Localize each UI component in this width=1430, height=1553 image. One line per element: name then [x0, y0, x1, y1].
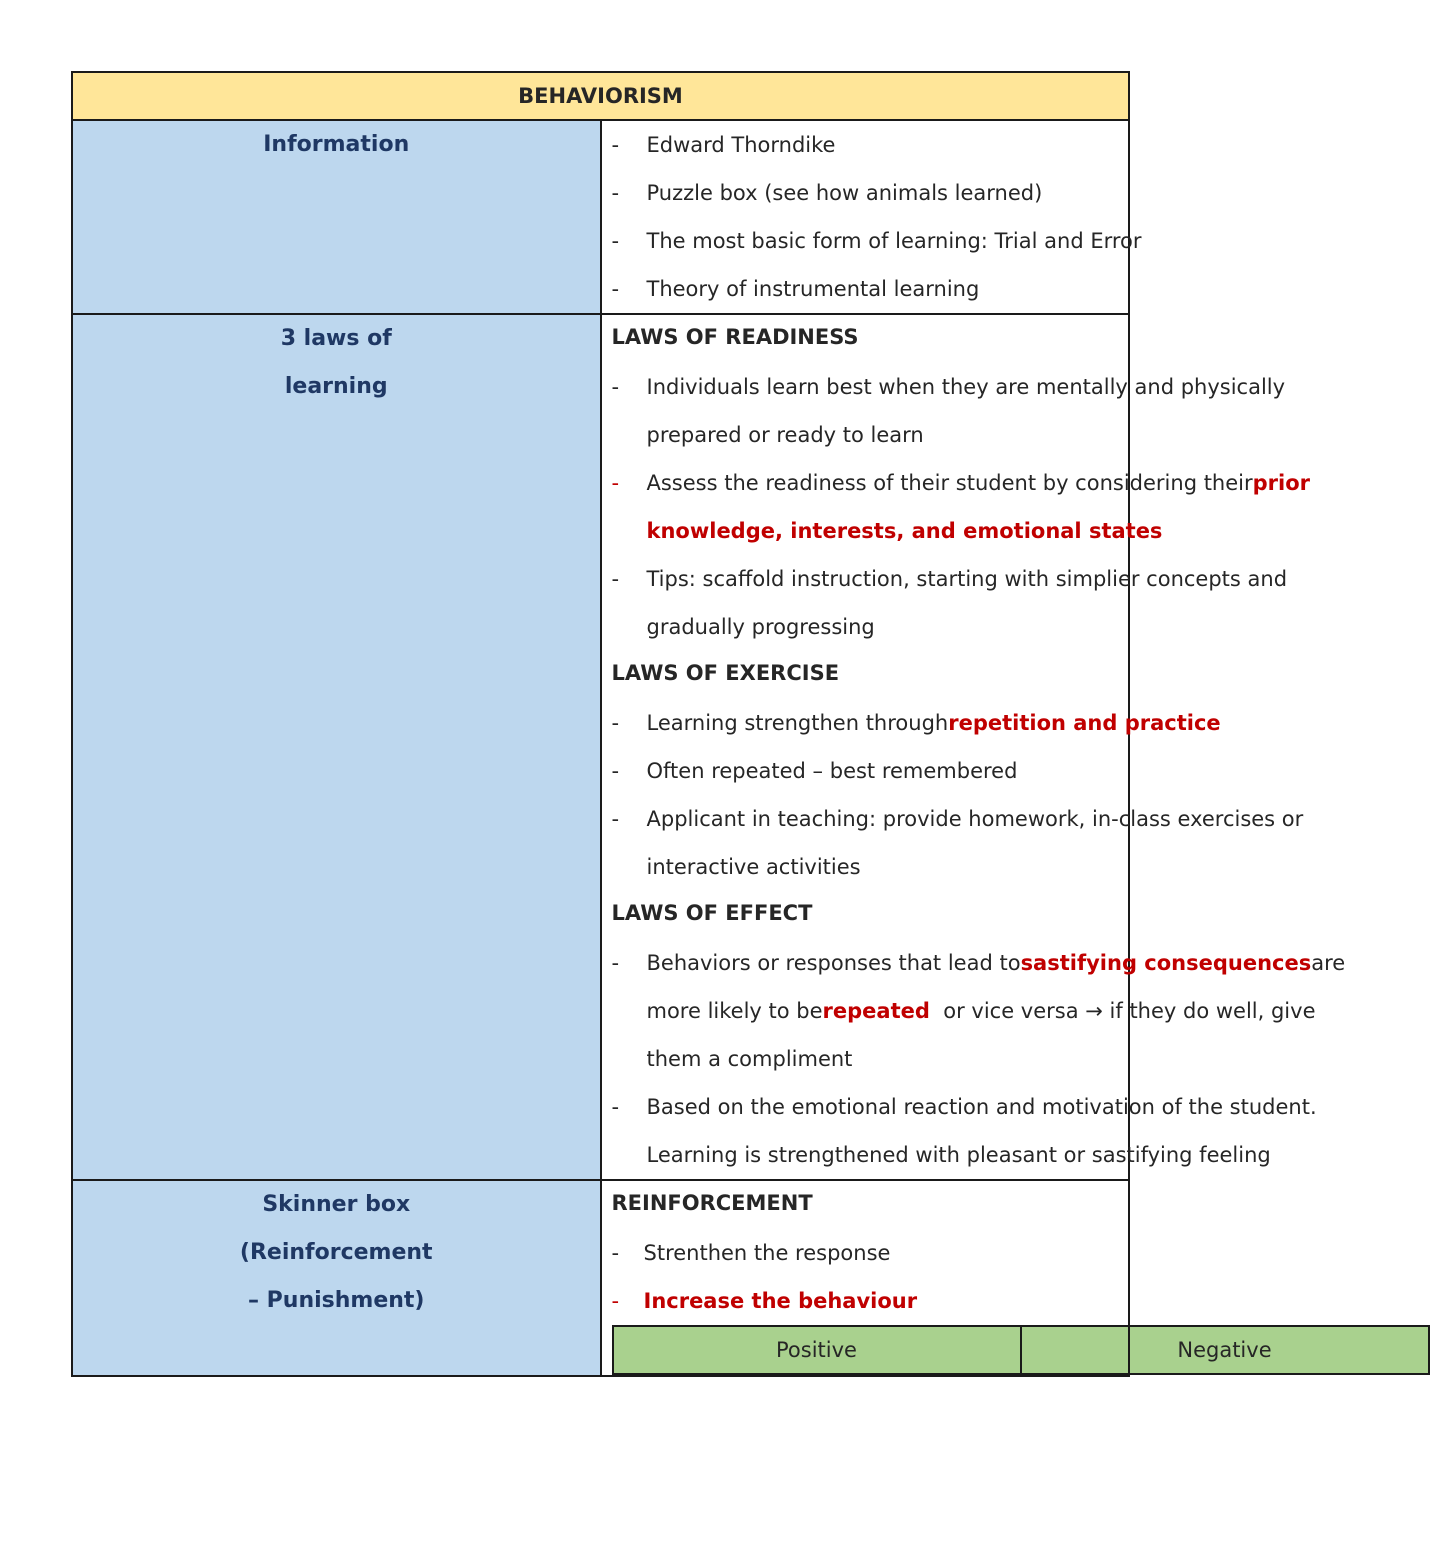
list-item: - Puzzle box (see how animals learned)	[611, 181, 1043, 205]
highlight: sastifying consequences	[1020, 951, 1312, 975]
highlight: knowledge, interests, and emotional states	[646, 519, 1163, 543]
positive-cell: Positive	[613, 1326, 1021, 1374]
list-item: - Applicant in teaching: provide homework, in-class exercises or	[611, 807, 1304, 831]
effect-heading: LAWS OF EFFECT	[611, 901, 813, 925]
reinforcement-heading: REINFORCEMENT	[611, 1191, 813, 1215]
list-item: - Individuals learn best when they are mentally and physically	[611, 375, 1286, 399]
laws-content	[601, 314, 1346, 1180]
list-item: - Edward Thorndike	[611, 133, 836, 157]
list-item-continuation	[612, 507, 1163, 555]
list-item: - Based on the emotional reaction and motivation of the student.	[611, 1095, 1317, 1119]
laws-label-cell	[72, 314, 601, 1180]
highlight: repetition and practice	[948, 711, 1221, 735]
highlight: prior	[1252, 471, 1311, 495]
list-item-continuation: them a compliment	[646, 1047, 853, 1071]
list-item-continuation: interactive activities	[646, 855, 861, 879]
negative-cell: Negative	[1021, 1326, 1429, 1374]
reinforcement-type-table	[612, 1325, 1430, 1375]
highlight: Increase the behaviour	[643, 1289, 918, 1313]
skinner-row	[72, 1180, 1129, 1376]
skinner-label-line: Skinner box	[262, 1192, 411, 1217]
information-row	[72, 120, 1129, 314]
skinner-content	[601, 1180, 1272, 1376]
table-title: BEHAVIORISM	[72, 72, 1129, 120]
list-item-continuation: gradually progressing	[646, 615, 875, 639]
skinner-label-line: (Reinforcement	[239, 1240, 433, 1265]
list-item: - Assess the readiness of their student by considering their prior	[612, 459, 1119, 507]
laws-label-line: 3 laws of	[280, 326, 392, 351]
list-item: - Behaviors or responses that lead to sastifying consequences are	[612, 939, 1119, 987]
list-item: - Often repeated – best remembered	[611, 759, 1018, 783]
exercise-heading: LAWS OF EXERCISE	[611, 661, 840, 685]
laws-row	[72, 314, 1129, 1180]
list-item: - Increase the behaviour	[612, 1277, 1119, 1325]
information-label: Information	[263, 132, 410, 157]
list-item-continuation: more likely to be repeated or vice versa → if they do well, give	[612, 987, 1119, 1035]
skinner-label-cell	[72, 1180, 601, 1376]
list-item: - Learning strengthen through repetition and practice	[612, 699, 1119, 747]
list-item: - Tips: scaffold instruction, starting with simplier concepts and	[611, 567, 1288, 591]
list-item-continuation: Learning is strengthened with pleasant or sastifying feeling	[646, 1143, 1271, 1167]
list-item-continuation: prepared or ready to learn	[646, 423, 924, 447]
list-item: - Theory of instrumental learning	[611, 277, 980, 301]
information-content	[601, 120, 1142, 314]
highlight: repeated	[822, 999, 930, 1023]
skinner-label-line: – Punishment)	[248, 1288, 425, 1313]
list-item: - Strenthen the response	[611, 1241, 891, 1265]
information-label-cell	[72, 120, 601, 314]
readiness-heading: LAWS OF READINESS	[611, 325, 859, 349]
laws-label-line: learning	[284, 374, 388, 399]
behaviorism-table	[71, 71, 1346, 1377]
list-item: - The most basic form of learning: Trial and Error	[611, 229, 1142, 253]
